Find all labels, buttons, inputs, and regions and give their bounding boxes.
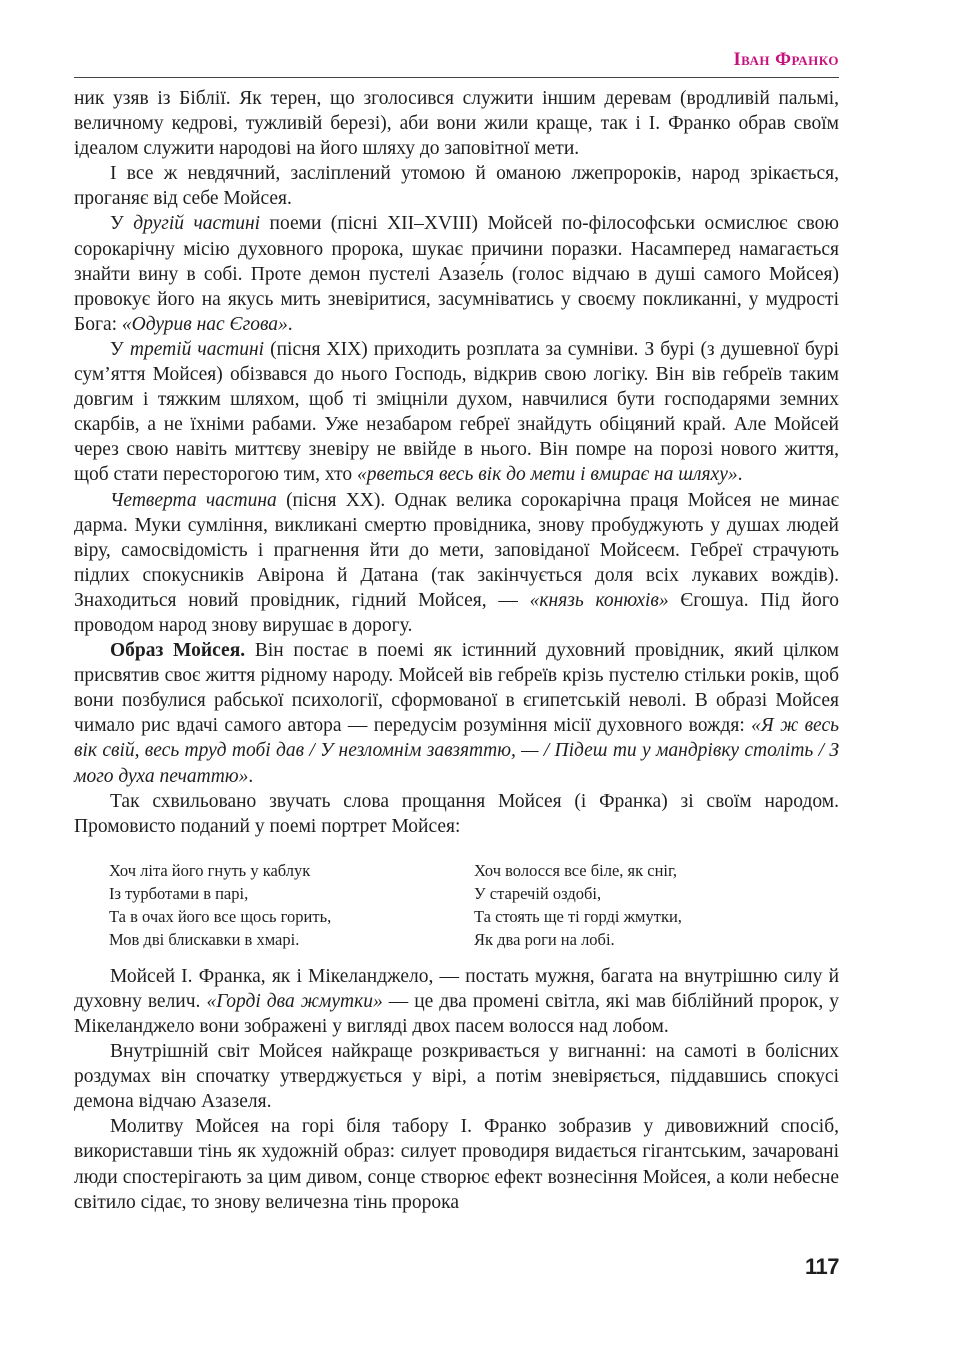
italic-quote: «рветься весь вік до мети і вмирає на шляху»: [357, 464, 738, 486]
text-run: .: [248, 765, 254, 787]
poem-line: Мов дві блискавки в хмарі.: [109, 929, 300, 949]
page-number: 117: [805, 1254, 839, 1279]
poem-excerpt: [109, 859, 839, 951]
paragraph-second-part: [74, 211, 839, 336]
italic-quote: «князь конюхів»: [529, 589, 669, 611]
poem-line: Хоч літа його гнуть у каблук: [109, 860, 311, 880]
text-run: .: [737, 464, 743, 486]
poem-line: Та стоять ще ті горді жмутки,: [474, 906, 682, 926]
italic-quote: «Горді два жмутки»: [206, 990, 383, 1012]
italic-term-third-part: третій частині: [129, 338, 265, 360]
text-run: У: [110, 213, 134, 235]
poem-line: Та в очах його все щось горить,: [109, 906, 332, 926]
header-divider: [74, 77, 839, 78]
text-run: поеми (пісні XII–XVIII) Мойсей по-філософськи осмислює свою сорокарічну місію духовного пророка, шукає причини поразки. Насамперед намагається знайти вину в собі. Проте демон пустелі Азазе́ль (голос відчаю в душі самого Мойсея) провокує його на якусь мить зневіритися, засумніватись у своєму покликанні, у мудрості Бога:: [74, 213, 839, 335]
bold-heading-image-of-moses: Образ Мойсея.: [110, 640, 246, 662]
paragraph-farewell: Так схвильовано звучать слова прощання Мойсея (і Франка) зі своїм народом. Промовисто поданий у поемі портрет Мойсея:: [74, 790, 839, 837]
paragraph-prayer: Молитву Мойсея на горі біля табору І. Франко зобразив у дивовижний спосіб, використавши тінь як художній образ: силует проводиря видається гігантським, зачаровані люди спостерігають за цим дивом, сонце створює ефект вознесіння Мойсея, а коли небесне світило сідає, то знову величезна тінь пророка: [74, 1116, 839, 1213]
paragraph-fourth-part: [74, 488, 839, 639]
text-run: Мойсей І. Франка, як і Мікеланджело, — постать мужня, багата на внутрішню силу й духовну велич.: [74, 965, 839, 1012]
paragraph-image-of-moses: [74, 638, 839, 789]
text-run: — це два промені світла, які мав біблійний пророк, у Мікеланджело вони зображені у вигляді двох пасем волосся над лобом.: [74, 990, 839, 1037]
poem-right-column: [474, 859, 839, 951]
paragraph-continuation: ник узяв із Біблії. Як терен, що зголосився служити іншим деревам (вродливій пальмі, величному кедрові, тужливій березі), аби вони жили краще, так і І. Франко обрав своїм ідеалом служити народові на його шляху до заповітної мети.: [74, 88, 839, 160]
poem-line: Хоч волосся все біле, як сніг,: [474, 860, 678, 880]
paragraph-people-reject: І все ж невдячний, засліплений утомою й оманою лжепророків, народ зрікається, проганяє від себе Мойсея.: [74, 163, 839, 210]
italic-term-fourth-part: Четверта частина: [110, 489, 277, 511]
text-run: Він постає в поемі як істинний духовний провідник, який цілком присвятив своє життя рідному народу. Мойсей вів гебреїв крізь пустелю стільки років, щоб вони позбулися рабської психології, сформованої в єгипетській неволі. В образі Мойсея чимало рис вдачі самого автора — передусім розуміння місії духовного вождя:: [74, 640, 839, 737]
page-body: [74, 86, 839, 1215]
paragraph-michelangelo: [74, 964, 839, 1039]
text-run: Єгошуа. Під його проводом народ знову вирушає в дорогу.: [74, 589, 839, 636]
poem-line: Як два роги на лобі.: [474, 929, 615, 949]
poem-left-column: [109, 859, 474, 951]
italic-quote: «Я ж весь вік свій, весь труд тобі дав / У незломнім завзяттю, — / Підеш ти у мандрівку століть / З мого духа печаттю»: [74, 715, 839, 787]
paragraph-third-part: [74, 337, 839, 488]
italic-quote: «Одурив нас Єгова»: [121, 313, 288, 335]
poem-line: Із турботами в парі,: [109, 883, 249, 903]
text-run: .: [287, 313, 293, 335]
poem-line: У старечій оздобі,: [474, 883, 602, 903]
text-run: У: [110, 338, 130, 360]
text-run: (пісня XX). Однак велика сорокарічна праця Мойсея не минає дарма. Муки сумління, викликані смертю провідника, знову пробуджують у душах людей віру, самосвідомість і прагнення йти до мети, заповіданої Мойсеєм. Гебреї страчують підлих спокусників Авірона й Датана (так закінчується доля всіх лукавих вождів). Знаходиться новий провідник, гідний Мойсея, —: [74, 489, 839, 611]
text-run: (пісня XIX) приходить розплата за сумніви. З бурі (з душевної бурі сум’яття Мойсея) обізвався до нього Господь, відкрив свою логіку. Він вів гебреїв таким довгим і тяжким шляхом, щоб ті зміцніли духом, навчилися бути господарями земних скарбів, а не їхніми рабами. Уже незабаром гебреї знайдуть обіцяний край. Але Мойсей через свою навіть миттєву зневіру не ввійде в нього. Він помре на порозі нового життя, щоб стати пересторогою тим, хто: [74, 338, 839, 486]
paragraph-inner-world: Внутрішній світ Мойсея найкраще розкривається у вигнанні: на самоті в болісних роздумах він спочатку утверджується у вірі, а потім зневіряється, піддавшись спокусі демона відчаю Азазеля.: [74, 1041, 839, 1113]
running-header-title: Іван Франко: [733, 50, 839, 70]
italic-term-second-part: другій частині: [133, 213, 261, 235]
